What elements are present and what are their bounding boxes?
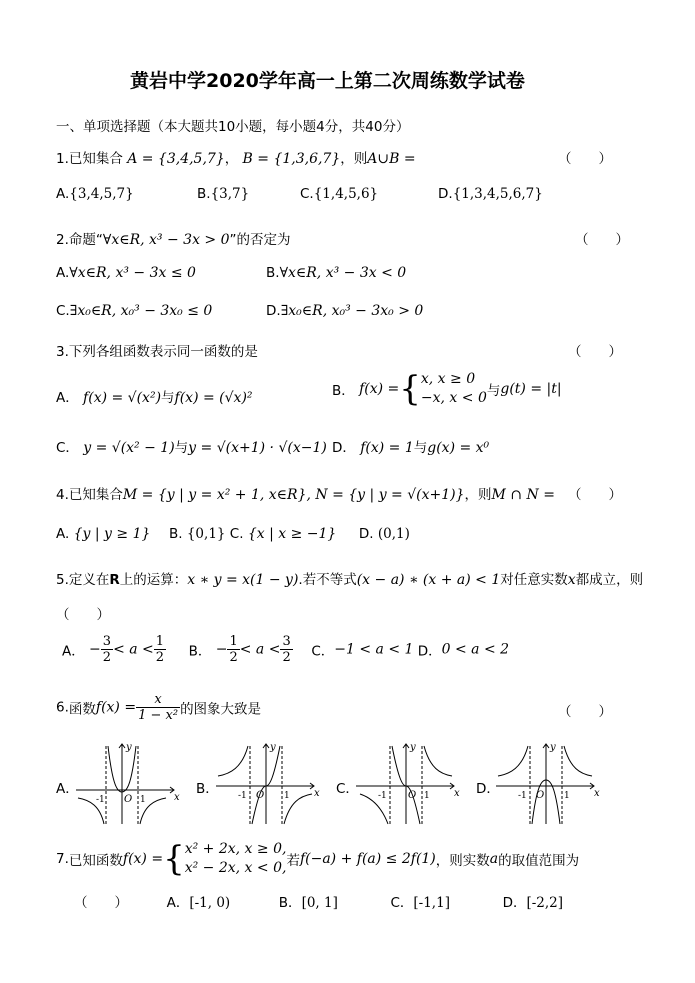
graph-d-label: D．: [476, 781, 500, 797]
option-label: D．: [332, 440, 356, 456]
question-text: 的图象大致是: [180, 701, 262, 718]
math-expr: f(x) = √(x²): [83, 390, 162, 406]
math-expr: f(x) =: [122, 851, 164, 867]
question-5-stem: [56, 568, 643, 588]
option-value: {3,7}: [210, 186, 250, 202]
option-label: A.: [56, 265, 70, 281]
option-label: C．: [311, 643, 335, 660]
math-expr: g(x) = x⁰: [427, 440, 490, 456]
axis-y-label: y: [410, 742, 416, 753]
question-text: 函数: [68, 701, 96, 718]
numerator: 3: [102, 634, 112, 649]
math-expr: y = √(x+1) · √(x−1): [188, 440, 327, 456]
axis-x-label: x: [454, 788, 460, 799]
math-expr: f(x) = (√x)²: [174, 390, 253, 406]
question-text: 已知集合: [68, 487, 123, 503]
question-6-stem: [56, 692, 261, 723]
numerator: 1: [155, 634, 165, 649]
graph-b: [214, 740, 326, 826]
option-value: −1 < a < 1: [334, 641, 414, 658]
numerator: 1: [229, 634, 238, 649]
option-label: B．: [278, 895, 302, 911]
graph-axes: [496, 744, 594, 824]
fraction: [136, 692, 180, 723]
option-label: A．: [166, 895, 190, 911]
option-value: {x | x ≥ −1}: [247, 526, 337, 542]
graph-axes: [76, 744, 174, 824]
graph-d: [494, 740, 606, 826]
question-number: 6.: [56, 699, 69, 716]
curve-left: [218, 746, 248, 776]
option-value: [-1,1]: [413, 895, 450, 911]
option-value: {1,4,5,6}: [313, 186, 379, 202]
math-expr: a: [489, 851, 499, 867]
option-a: [56, 265, 196, 281]
tick-pos-label: 1: [424, 791, 430, 801]
question-1-stem: [56, 147, 416, 167]
option-label: D.: [358, 526, 374, 542]
option-value: ∀x∈R, x³ − 3x < 0: [279, 265, 407, 281]
origin-label: O: [408, 790, 417, 801]
axis-x-label: x: [314, 788, 320, 799]
denominator: 2: [229, 650, 238, 665]
math-expr: −: [215, 641, 228, 658]
math-expr: < a <: [239, 641, 281, 658]
question-number: 3.: [56, 344, 69, 360]
option-label: B.: [197, 186, 211, 202]
question-text: 都成立，则: [575, 572, 644, 588]
question-text: ，则: [340, 151, 368, 167]
answer-blank: （ ）: [568, 344, 622, 360]
answer-blank: （ ）: [568, 487, 622, 503]
tick-neg-label: -1: [518, 791, 527, 801]
case-line: x, x ≥ 0: [420, 371, 476, 387]
option-value: {3,4,5,7}: [69, 186, 134, 202]
option-label: C.: [300, 186, 314, 202]
math-expr: M ∩ N =: [491, 487, 555, 503]
denominator: 2: [155, 650, 165, 665]
option-b: [332, 370, 562, 408]
graph-c: [354, 740, 466, 826]
option-text: 与: [413, 440, 428, 456]
option-value: {1,3,4,5,6,7}: [452, 186, 543, 202]
axis-y-label: y: [126, 742, 132, 753]
question-4-stem: [56, 483, 555, 503]
fraction: [101, 634, 113, 665]
option-label: C．: [56, 440, 79, 456]
option-c: [56, 303, 212, 319]
math-expr: B = {1,3,6,7}: [242, 151, 341, 167]
option-label: B.: [266, 265, 280, 281]
answer-blank: （ ）: [575, 232, 629, 248]
question-text: 上的运算：: [119, 572, 188, 588]
case-line: x² − 2x, x < 0,: [184, 860, 287, 876]
option-label: A．: [62, 643, 85, 660]
option-text: 与: [161, 390, 175, 406]
option-label: B．: [188, 643, 212, 660]
graph-axes: [356, 744, 454, 824]
option-text: 与: [486, 383, 501, 399]
option-value: {0,1}: [186, 526, 226, 542]
page-title: 黄岩中学2020学年高一上第二次周练数学试卷: [130, 70, 525, 92]
axis-y-label: y: [270, 742, 276, 753]
tick-pos-label: 1: [284, 791, 290, 801]
math-expr: R: [109, 572, 120, 588]
section-header: 一、单项选择题（本大题共10小题，每小题4分，共40分）: [56, 119, 410, 135]
question-text: 对任意实数: [500, 572, 568, 588]
math-expr: A∪B =: [367, 151, 416, 167]
case-line: −x, x < 0: [420, 390, 487, 406]
fraction: [280, 634, 292, 665]
question-number: 1.: [56, 151, 69, 167]
question-text: 定义在: [68, 572, 110, 588]
option-label: C．: [390, 895, 414, 911]
tick-pos-label: 1: [140, 795, 146, 805]
option-label: A.: [56, 526, 70, 542]
math-expr: (x − a) ∗ (x + a) < 1: [356, 572, 501, 588]
math-expr: −: [89, 641, 101, 658]
question-text: ，则: [464, 487, 492, 503]
math-expr: f(x) =: [95, 699, 137, 716]
math-expr: f(x) = 1: [360, 440, 414, 456]
tick-pos-label: 1: [564, 791, 570, 801]
question-text: 的取值范围为: [498, 853, 580, 869]
denominator: 1 − x²: [138, 708, 179, 723]
question-3-stem: [56, 340, 258, 360]
option-value: [0, 1]: [301, 895, 338, 911]
fraction: [227, 634, 239, 665]
tick-neg-label: -1: [238, 791, 247, 801]
option-row: [62, 634, 509, 665]
answer-blank: （ ）: [56, 607, 110, 623]
option-value: ∃x₀∈R, x₀³ − 3x₀ ≤ 0: [69, 303, 213, 319]
option-label: A．: [56, 390, 79, 406]
option-label: B.: [168, 526, 183, 542]
option-d: [266, 303, 423, 319]
graph-c-label: C．: [336, 781, 359, 797]
option-label: D.: [266, 303, 281, 319]
curve-right: [564, 746, 592, 776]
option-value: [-1, 0): [189, 895, 231, 911]
option-b: [197, 186, 249, 202]
option-value: 0 < a < 2: [441, 641, 510, 658]
case-line: x² + 2x, x ≥ 0,: [184, 841, 287, 857]
question-number: 2.: [56, 232, 69, 248]
option-label: A.: [56, 186, 70, 202]
graph-a: [74, 740, 186, 826]
answer-blank: （ ）: [558, 704, 612, 720]
question-text: .若不等式: [298, 572, 357, 588]
option-label: B．: [332, 383, 355, 399]
option-value: {y | y ≥ 1}: [73, 526, 151, 542]
denominator: 2: [282, 650, 291, 665]
option-a: [56, 386, 253, 406]
brace-icon: {: [163, 839, 185, 879]
question-text: ，: [224, 151, 239, 167]
origin-label: O: [256, 790, 265, 801]
option-label: D.: [438, 186, 453, 202]
answer-blank: （ ）: [558, 151, 612, 167]
question-text: 下列各组函数表示同一函数的是: [68, 344, 258, 360]
math-expr: A = {3,4,5,7}: [127, 151, 225, 167]
option-value: ∃x₀∈R, x₀³ − 3x₀ > 0: [280, 303, 424, 319]
math-expr: f(−a) + f(a) ≤ 2f(1): [299, 851, 436, 867]
denominator: 2: [102, 650, 112, 665]
numerator: x: [136, 692, 180, 708]
option-label: C.: [229, 526, 244, 542]
graph-b-label: B．: [196, 781, 219, 797]
question-number: 4.: [56, 487, 69, 503]
question-number: 5.: [56, 572, 69, 588]
math-expr: x ∗ y = x(1 − y): [187, 572, 299, 588]
answer-blank: （ ）: [74, 895, 128, 911]
fraction: [154, 634, 166, 665]
question-text: 命题“: [68, 232, 103, 248]
piecewise-cases: [421, 370, 487, 408]
tick-neg-label: -1: [378, 791, 387, 801]
option-label: D．: [502, 895, 527, 911]
option-value: (0,1): [377, 526, 410, 542]
tick-neg-label: -1: [96, 795, 105, 805]
option-d: [438, 186, 543, 202]
graph-a-label: A．: [56, 781, 79, 797]
math-expr: g(t) = |t|: [500, 381, 562, 397]
curve-left: [498, 746, 528, 776]
option-label: C.: [56, 303, 70, 319]
question-text: 若: [286, 853, 300, 869]
question-text: ”的否定为: [229, 232, 291, 248]
axis-y-label: y: [550, 742, 556, 753]
math-expr: y = √(x² − 1): [83, 440, 175, 456]
option-value: [-2,2]: [526, 895, 564, 911]
axis-x-label: x: [174, 792, 180, 803]
option-value: ∀x∈R, x³ − 3x ≤ 0: [69, 265, 196, 281]
option-d: [332, 436, 489, 456]
origin-label: O: [536, 790, 545, 801]
math-expr: f(x) =: [359, 381, 400, 397]
graph-axes: [216, 744, 314, 824]
option-c: [300, 186, 378, 202]
option-c: [56, 436, 327, 456]
curve-right: [424, 746, 452, 776]
option-b: [266, 265, 406, 281]
math-expr: M = {y | y = x² + 1, x∈R}, N = {y | y = √(x+1)}: [122, 487, 465, 503]
question-2-stem: [56, 228, 291, 248]
option-a: [56, 186, 134, 202]
math-expr: < a <: [113, 641, 154, 658]
option-text: 与: [174, 440, 189, 456]
question-number: 7.: [56, 851, 69, 867]
option-row: [56, 526, 410, 542]
axis-x-label: x: [594, 788, 600, 799]
piecewise-cases: [185, 840, 287, 878]
question-text: 已知集合: [68, 151, 123, 167]
question-text: 已知函数: [68, 853, 123, 869]
question-text: ，则实数: [435, 853, 490, 869]
math-expr: ∀x∈R, x³ − 3x > 0: [102, 232, 230, 248]
option-row: [74, 891, 563, 911]
origin-label: O: [124, 794, 133, 805]
brace-icon: {: [399, 369, 421, 409]
question-7-stem: [56, 840, 579, 878]
numerator: 3: [282, 634, 291, 649]
math-expr: x: [567, 572, 576, 588]
option-label: D．: [417, 643, 442, 660]
